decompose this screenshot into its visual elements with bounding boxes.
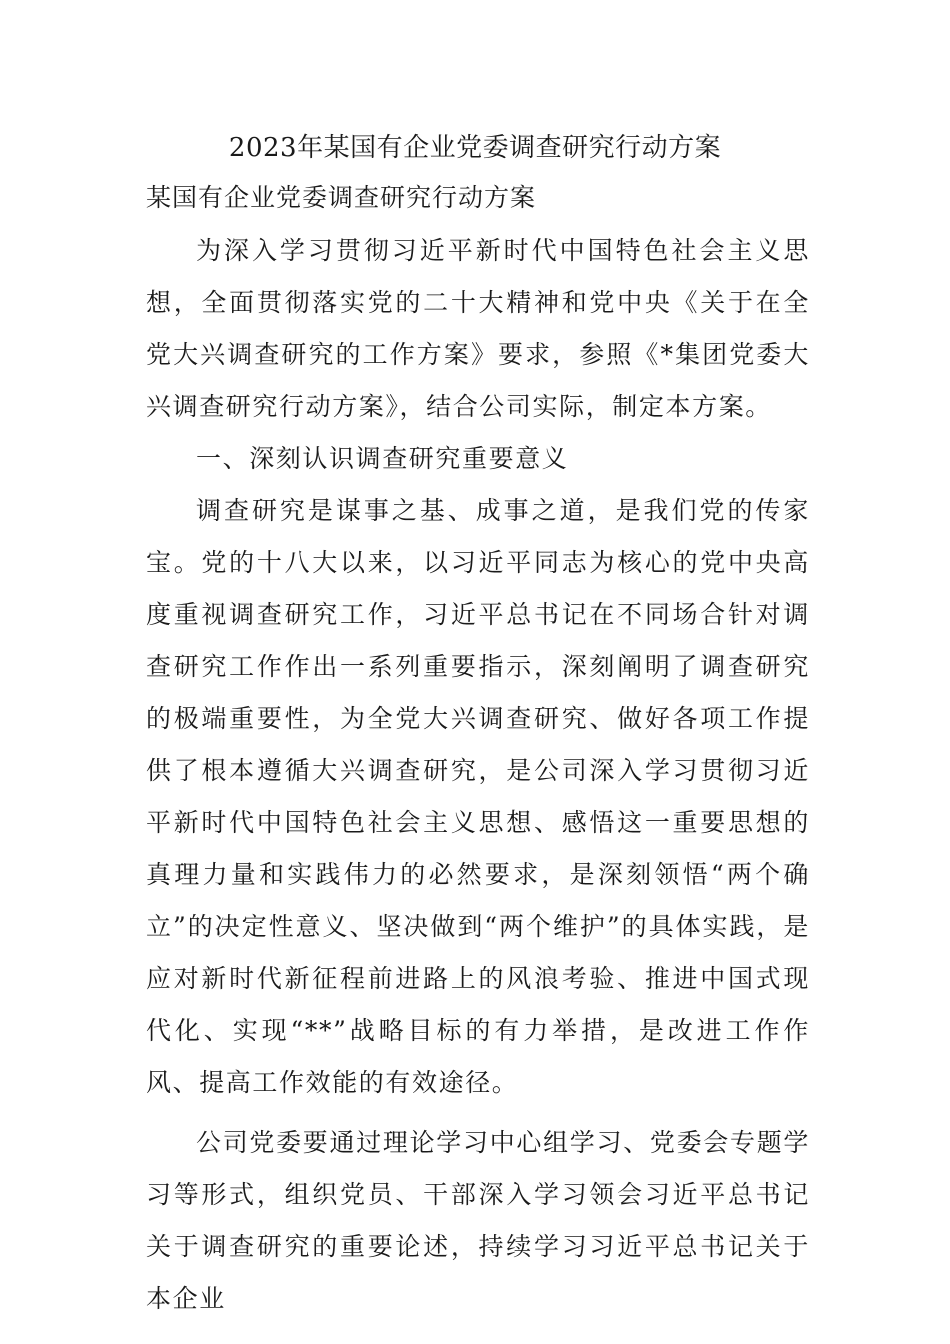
document-body xyxy=(146,225,810,1325)
paragraph-study: 公司党委要通过理论学习中心组学习、党委会专题学习等形式，组织党员、干部深入学习领会习近平总书记关于调查研究的重要论述，持续学习习近平总书记关于本企业 xyxy=(146,1128,810,1313)
paragraph-significance: 调查研究是谋事之基、成事之道，是我们党的传家宝。党的十八大以来，以习近平同志为核心的党中央高度重视调查研究工作，习近平总书记在不同场合针对调查研究工作作出一系列重要指示，深刻阐明了调查研究的极端重要性，为全党大兴调查研究、做好各项工作提供了根本遵循大兴调查研究，是公司深入学习贯彻习近平新时代中国特色社会主义思想、感悟这一重要思想的真理力量和实践伟力的必然要求，是深刻领悟“两个确立”的决定性意义、坚决做到“两个维护”的具体实践，是应对新时代新征程前进路上的风浪考验、推进中国式现代化、实现“**”战略目标的有力举措，是改进工作作风、提高工作效能的有效途径。 xyxy=(146,496,810,1097)
paragraph-intro: 为深入学习贯彻习近平新时代中国特色社会主义思想，全面贯彻落实党的二十大精神和党中央《关于在全党大兴调查研究的工作方案》要求，参照《*集团党委大兴调查研究行动方案》，结合公司实际，制定本方案。 xyxy=(146,236,810,421)
document-title: 2023年某国有企业党委调查研究行动方案 xyxy=(228,133,722,163)
document-subtitle: 某国有企业党委调查研究行动方案 xyxy=(146,183,537,212)
section-heading-1: 一、深刻认识调查研究重要意义 xyxy=(196,444,569,473)
